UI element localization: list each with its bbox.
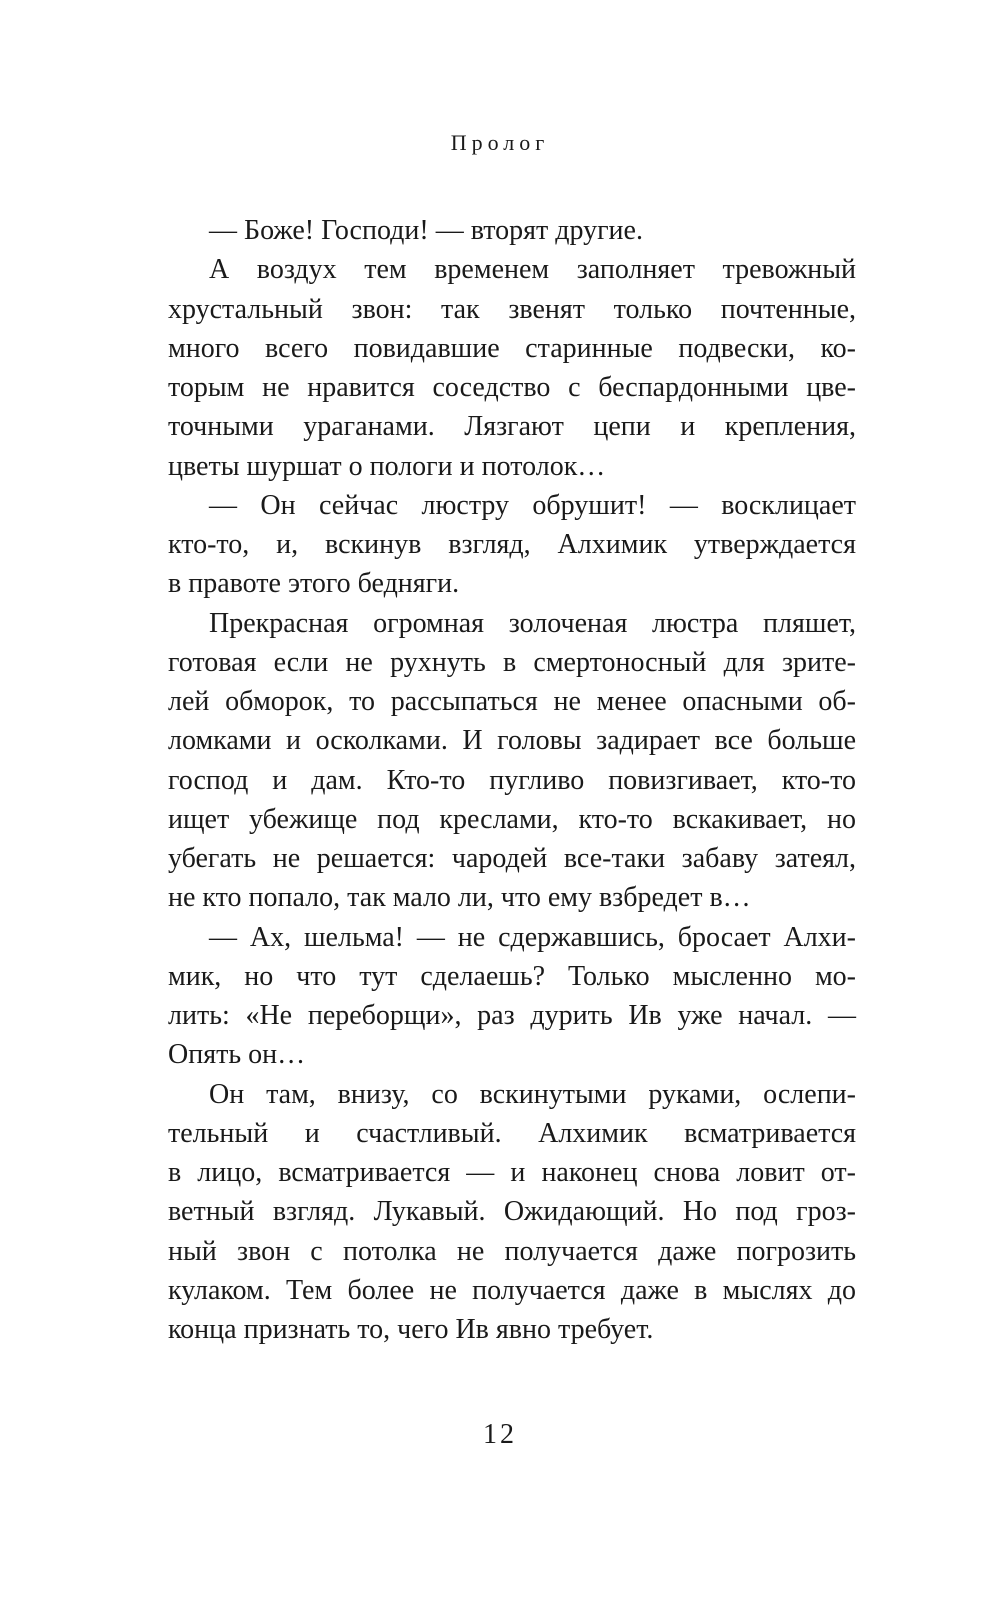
text-line: кто-то, и, вскинув взгляд, Алхимик утверждается xyxy=(168,529,856,560)
text-line: господ и дам. Кто-то пугливо повизгивает, кто-то xyxy=(168,764,856,796)
text-line: ломками и осколками. И головы задирает все больше xyxy=(168,725,856,757)
text-line: много всего повидавшие старинные подвески, ко- xyxy=(168,332,856,364)
text-line: мик, но что тут сделаешь? Только мысленно мо- xyxy=(168,960,856,992)
text-line: Прекрасная огромная золоченая люстра пляшет, xyxy=(209,607,856,639)
text-line: цветы шуршат о пологи и потолок… xyxy=(168,450,606,482)
text-line: — Ах, шельма! — не сдержавшись, бросает Алхи- xyxy=(209,921,856,953)
text-line: ный звон с потолка не получается даже погрозить xyxy=(168,1235,856,1267)
text-line: в лицо, всматривается — и наконец снова ловит от- xyxy=(168,1157,856,1188)
text-line: лить: «Не переборщи», раз дурить Ив уже начал. — xyxy=(168,1000,856,1031)
text-line: — Боже! Господи! — вторят другие. xyxy=(209,215,643,246)
text-line: А воздух тем временем заполняет тревожный xyxy=(209,254,856,286)
text-line: конца признать то, чего Ив явно требует. xyxy=(168,1314,654,1345)
text-line: торым не нравится соседство с беспардонными цве- xyxy=(168,372,856,403)
page-number: 12 xyxy=(483,1419,517,1450)
text-line: убегать не решается: чародей все-таки забаву затеял, xyxy=(168,843,856,874)
text-line: хрустальный звон: так звенят только почтенные, xyxy=(168,293,856,325)
text-line: Опять он… xyxy=(168,1039,306,1071)
text-line: ветный взгляд. Лукавый. Ожидающий. Но под гроз- xyxy=(168,1196,856,1228)
body-text xyxy=(168,211,856,1349)
text-line: в правоте этого бедняги. xyxy=(168,568,460,600)
running-head: Пролог xyxy=(450,130,550,155)
text-line: ищет убежище под креслами, кто-то вскакивает, но xyxy=(168,803,856,835)
text-line: тельный и счастливый. Алхимик всматривается xyxy=(168,1117,856,1149)
text-line: точными ураганами. Лязгают цепи и крепления, xyxy=(168,411,856,443)
text-line: лей обморок, то рассыпаться не менее опасными об- xyxy=(168,686,856,717)
text-line: не кто попало, так мало ли, что ему взбредет в… xyxy=(168,882,751,914)
text-line: готовая если не рухнуть в смертоносный для зрите- xyxy=(168,646,856,678)
text-line: кулаком. Тем более не получается даже в мыслях до xyxy=(168,1274,856,1306)
text-line: Он там, внизу, со вскинутыми руками, ослепи- xyxy=(209,1078,856,1110)
text-line: — Он сейчас люстру обрушит! — восклицает xyxy=(209,489,856,521)
